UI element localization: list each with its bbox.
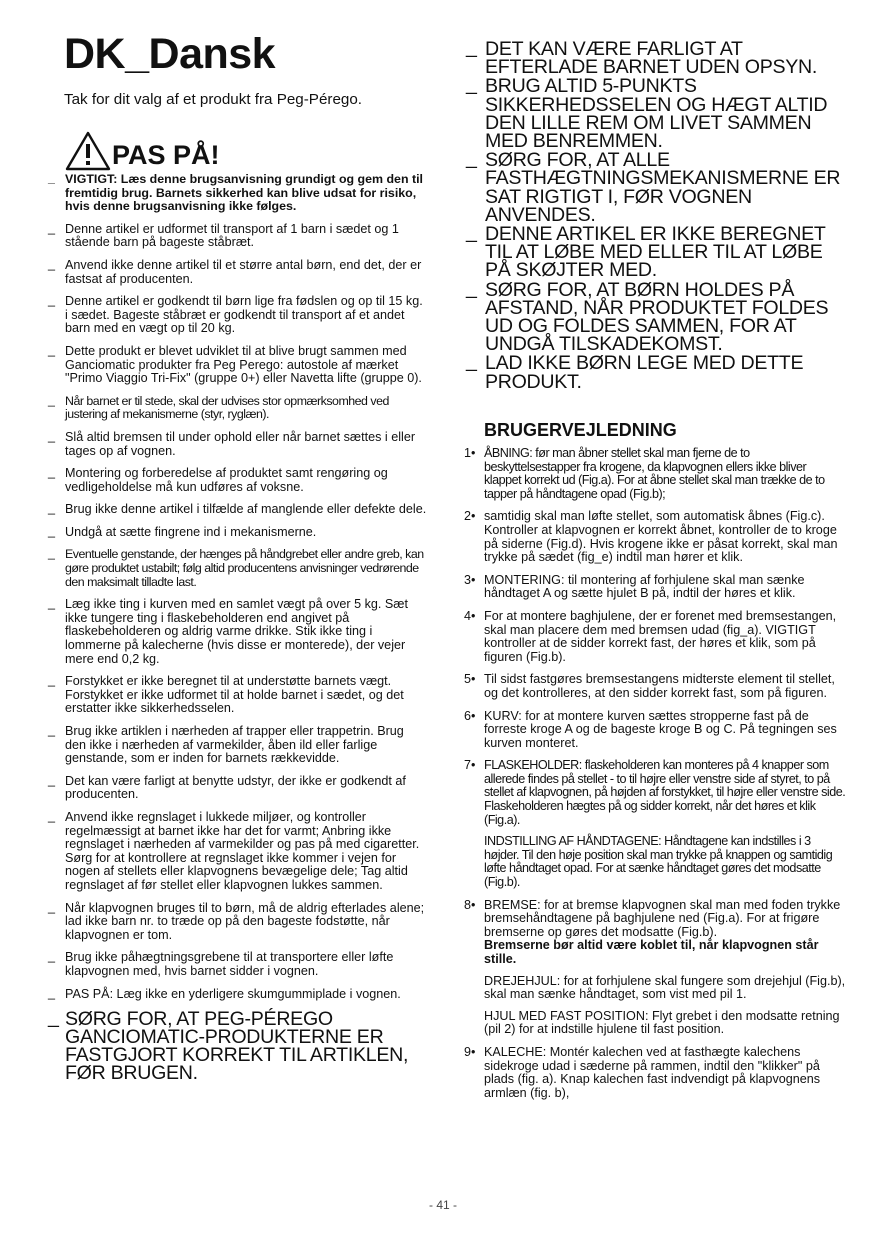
warning-item: _ Eventuelle genstande, der hænges på håndgrebet eller andre greb, kan gøre produktet ustabilt; følg altid producentens anvisninger vedrørende den maksimalt tilladte last. — [48, 548, 428, 589]
warning-item: _ Brug ikke denne artikel i tilfælde af manglende eller defekte dele. — [48, 503, 428, 517]
warning-item: _ Læg ikke ting i kurven med en samlet vægt på over 5 kg. Sæt ikke tungere ting i flaskebeholderen end angivet på flaskebeholderen og aldrig varme drikke. Stik ikke ting i lommerne på kalecherne (hvis disse er monterede), der vejer mere end 0,2 kg. — [48, 598, 428, 666]
warnings-left-list — [48, 173, 428, 1091]
warning-item: _ Undgå at sætte fingrene ind i mekanismerne. — [48, 526, 428, 540]
user-guide-step — [464, 899, 846, 1037]
warning-item: _ Denne artikel er godkendt til børn lige fra fødslen og op til 15 kg. i sædet. Bageste ståbræt er godkendt til transport af et andet barn med en vægt op til 20 kg. — [48, 295, 428, 336]
warning-item: _ Denne artikel er udformet til transport af 1 barn i sædet og 1 stående barn på bageste ståbræt. — [48, 223, 428, 250]
warning-item: _ Anvend ikke regnslaget i lukkede miljøer, og kontroller regelmæssigt at barnet ikke har det for varmt; Anbring ikke regnslaget i nærheden af varmekilder og pas på med cigaretter. Sørg for at kontrollere at regnslaget ikke kommer i vejen for nogen af stellets eller klapvognens bevægelige dele; Tag altid regnslaget af før stellet eller klapvognen lukkes sammen. — [48, 811, 428, 893]
step-number: 7• — [464, 758, 476, 773]
user-guide-step — [464, 447, 846, 501]
warning-item: _ Brug ikke artiklen i nærheden af trapper eller trappetrin. Brug den ikke i nærheden af varmekilder, åben ild eller farlige genstande, som er inden for barnets rækkevidde. — [48, 725, 428, 766]
user-guide-step — [464, 574, 846, 601]
user-guide-step — [464, 1046, 846, 1100]
intro-text: Tak for dit valg af et produkt fra Peg-Pérego. — [64, 91, 363, 108]
step-number: 3• — [464, 572, 476, 587]
step-paragraph: INDSTILLING AF HÅNDTAGENE: Håndtagene kan indstilles i 3 højder. Til den høje position skal man trykke på knappen og samtidig løfte håndtaget opad. For at sænke håndtaget gøres det modsatte (Fig.b). — [484, 834, 833, 890]
warning-item: _ VIGTIGT: Læs denne brugsanvisning grundigt og gem den til fremtidig brug. Barnets sikkerhed kan blive udsat for risiko, hvis denne brugsanvisning ikke følges. — [48, 173, 428, 214]
warning-heading — [64, 130, 220, 172]
step-number: 9• — [464, 1044, 476, 1059]
warning-item-caps: _ SØRG FOR, AT ALLE FASTHÆGTNINGSMEKANISMERNE ER SAT RIGTIGT I, FØR VOGNEN ANVENDES. — [466, 151, 846, 224]
step-paragraph: KALECHE: Montér kalechen ved at fasthægte kalechens sidekroge udad i sæderne på rammen, indtil den "klikker" på plads (fig. a). Knap kalechen fast indvendigt på klapvognens armlæn (fig. b), — [484, 1044, 821, 1100]
warning-item: _ Anvend ikke denne artikel til et større antal børn, end det, der er fastsat af producenten. — [48, 259, 428, 286]
warning-item: _ Brug ikke påhægtningsgrebene til at transportere eller løfte klapvognen med, hvis barnet sidder i vognen. — [48, 951, 428, 978]
step-number: 4• — [464, 608, 476, 623]
warning-item: _ PAS PÅ: Læg ikke en yderligere skumgummiplade i vognen. — [48, 988, 428, 1002]
warning-item: _ Det kan være farligt at benytte udstyr, der ikke er godkendt af producenten. — [48, 775, 428, 802]
step-paragraph: ÅBNING: før man åbner stellet skal man fjerne de to beskyttelsestapper fra krogene, da klapvognen ellers ikke bliver klappet korrekt ud (Fig.a). For at åbne stellet skal man trække de to tapper på håndtagene opad (Fig.b); — [484, 446, 825, 501]
step-paragraph: Til sidst fastgøres bremsestangens midterste element til stellet, og det kontrolleres, at den sidder korrekt fast, som på figuren. — [484, 672, 835, 700]
warning-item: _ Når barnet er til stede, skal der udvises stor opmærksomhed ved justering af mekanismerne (styr, ryglæn). — [48, 395, 428, 422]
step-paragraph: For at montere baghjulene, der er forenet med bremsestangen, skal man placere dem med bremsen udad (fig_a). VIGTIGT kontroller at de sidder korrekt fast, der høres et klik, som på figuren (Fig.b). — [484, 608, 837, 664]
user-guide-step — [464, 510, 846, 564]
user-guide-step — [464, 610, 846, 664]
warning-item-caps: _ DET KAN VÆRE FARLIGT AT EFTERLADE BARNET UDEN OPSYN. — [466, 40, 846, 76]
warning-item: _ Forstykket er ikke beregnet til at understøtte barnets vægt. Forstykket er ikke udformet til at holde barnet i sædet, og det erstatter ikke sikkerhedsselen. — [48, 675, 428, 716]
warning-item-caps: _ BRUG ALTID 5-PUNKTS SIKKERHEDSSELEN OG HÆGT ALTID DEN LILLE REM OM LIVET SAMMEN MED BENREMMEN. — [466, 77, 846, 150]
user-guide-step — [464, 759, 846, 889]
warning-item-caps: _ LAD IKKE BØRN LEGE MED DETTE PRODUKT. — [466, 354, 846, 390]
step-paragraph: samtidig skal man løfte stellet, som automatisk åbnes (Fig.c). Kontroller at klapvognen er korrekt åbnet, kontroller de to kroge på siderne (Fig.d). Hvis krogene ikke er påsat korrekt, skal man trykke på sædet (fig_e) indtil man hører et klik. — [484, 509, 838, 565]
user-guide-step — [464, 673, 846, 700]
step-paragraph: HJUL MED FAST POSITION: Flyt grebet i den modsatte retning (pil 2) for at indstille hjulene til fast position. — [484, 1008, 840, 1037]
warning-item-caps: _ SØRG FOR, AT BØRN HOLDES PÅ AFSTAND, NÅR PRODUKTET FOLDES UD OG FOLDES SAMMEN, FOR AT UNDGÅ TILSKADEKOMST. — [466, 281, 846, 354]
user-guide-steps — [464, 447, 846, 1109]
step-paragraph: KURV: for at montere kurven sættes stropperne fast på de forreste kroge A og de bageste kroge B og C. På tegningen ses kurven monteret. — [484, 708, 837, 750]
warning-item: _ Slå altid bremsen til under ophold eller når barnet sættes i eller tages op af vognen. — [48, 431, 428, 458]
warning-item: _ Montering og forberedelse af produktet samt rengøring og vedligeholdelse må kun udføres af voksne. — [48, 467, 428, 494]
page-title: DK_Dansk — [64, 30, 276, 78]
warning-triangle-icon — [64, 130, 112, 172]
step-number: 2• — [464, 509, 476, 524]
step-paragraph: FLASKEHOLDER: flaskeholderen kan monteres på 4 knapper som allerede findes på stellet - to til højre eller venstre side af styret, to på stellet af klapvognen, på højden af forstykket, til højre eller venstre side. Flaskeholderen hægtes på og sidder korrekt, når det høres et klik (Fig.a). — [484, 758, 846, 827]
step-paragraph: DREJEHJUL: for at forhjulene skal fungere som drejehjul (Fig.b), skal man sænke håndtaget, som vist med pil 1. — [484, 973, 846, 1002]
step-number: 1• — [464, 446, 476, 460]
step-number: 6• — [464, 708, 476, 723]
page-number: - 41 - — [428, 1198, 457, 1212]
warning-item: _ Når klapvognen bruges til to børn, må de aldrig efterlades alene; lad ikke barn nr. to træde op på den bageste fodstøtte, når klapvognen er tom. — [48, 902, 428, 943]
step-bold-note: Bremserne bør altid være koblet til, når klapvognen står stille. — [484, 938, 819, 966]
warnings-right-list — [466, 40, 846, 392]
user-guide-heading: BRUGERVEJLEDNING — [484, 420, 677, 440]
warning-item: _ SØRG FOR, AT PEG-PÉREGO GANCIOMATIC-PRODUKTERNE ER FASTGJORT KORREKT TIL ARTIKLEN, FØR BRUGEN. — [48, 1010, 428, 1082]
warning-item: _ Dette produkt er blevet udviklet til at blive brugt sammen med Ganciomatic produkter fra Peg Perego: autostole af mærket "Primo Viaggio Tri-Fix" (gruppe 0+) eller Navetta lifte (gruppe 0). — [48, 345, 428, 386]
step-number: 5• — [464, 672, 476, 687]
warning-item-caps: _ DENNE ARTIKEL ER IKKE BEREGNET TIL AT LØBE MED ELLER TIL AT LØBE PÅ SKØJTER MED. — [466, 225, 846, 280]
step-paragraph: MONTERING: til montering af forhjulene skal man sænke håndtaget A og sætte hjulet B på, indtil der høres et klik. — [484, 572, 805, 601]
step-number: 8• — [464, 897, 476, 912]
warning-heading-label: PAS PÅ! — [112, 139, 220, 170]
step-paragraph: BREMSE: for at bremse klapvognen skal man med foden trykke bremsehåndtagene på baghjulene ned (Fig.a). For at frigøre bremserne op gøres det modsatte (Fig.b). — [484, 897, 841, 939]
user-guide-step — [464, 710, 846, 751]
